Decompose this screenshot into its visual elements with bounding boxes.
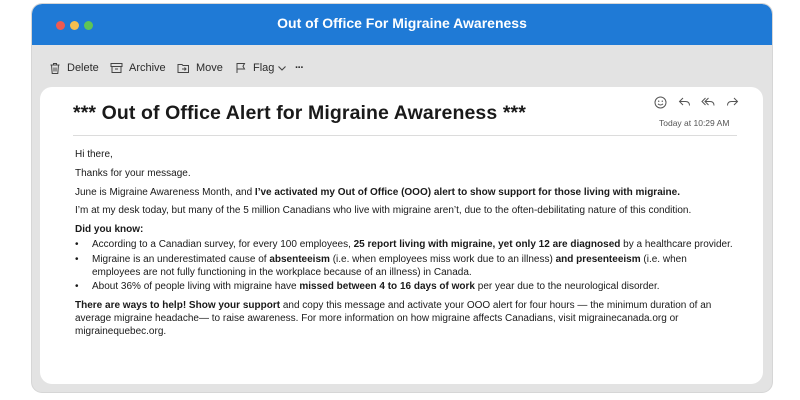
fact-text: About 36% of people living with migraine have [92, 281, 300, 293]
facts-list [75, 239, 735, 294]
chevron-down-icon [277, 64, 287, 72]
bullet: • [75, 253, 79, 265]
emoji-icon[interactable] [652, 94, 668, 110]
fact-bold: missed between 4 to 16 days of work [299, 281, 475, 293]
archive-label: Archive [129, 62, 166, 74]
message-actions [652, 94, 740, 110]
window-title: Out of Office For Migraine Awareness [277, 15, 527, 31]
delete-label: Delete [67, 62, 99, 74]
fact-bold: absenteeism [269, 253, 330, 265]
flag-button[interactable] [235, 60, 274, 76]
list-item [75, 281, 735, 294]
archive-icon [110, 62, 123, 74]
bullet: • [75, 238, 79, 250]
flag-label: Flag [253, 62, 275, 74]
flag-icon [235, 62, 247, 74]
title-bar [32, 4, 772, 45]
thanks-line: Thanks for your message. [75, 167, 191, 179]
trash-icon [49, 62, 61, 75]
did-you-know-heading: Did you know: [75, 224, 144, 236]
list-item [75, 254, 735, 280]
move-icon [177, 62, 190, 74]
closing-text: and copy this message and activate your OOO alert for four hours — the minimum duration of an average migraine headache— to raise awareness. For more information on how migraine affects Canadians, visit migrainecanada.org or migrainequebec.org. [75, 300, 712, 337]
fact-text: per year due to the neurological disorder. [474, 281, 660, 293]
move-label: Move [196, 62, 223, 74]
fact-text: According to a Canadian survey, for every 100 employees, [92, 238, 354, 250]
closing-bold: There are ways to help! Show your support [75, 300, 281, 312]
reply-all-icon[interactable] [700, 94, 716, 110]
paragraph-awareness-text: June is Migraine Awareness Month, and [75, 186, 255, 198]
move-button[interactable] [177, 60, 223, 76]
closing-paragraph [75, 300, 735, 338]
paragraph-desk: I’m at my desk today, but many of the 5 million Canadians who live with migraine aren’t, due to the often-debilitating nature of this condition. [75, 205, 692, 217]
delete-button[interactable] [49, 60, 99, 76]
fact-text: (i.e. when employees miss work due to an illness) [329, 253, 556, 265]
flag-options-dropdown[interactable] [277, 60, 293, 76]
greeting: Hi there, [75, 149, 113, 160]
email-body [75, 149, 735, 345]
mail-window [32, 4, 772, 392]
toolbar [32, 45, 772, 87]
more-icon[interactable]: ··· [295, 62, 303, 74]
paragraph-awareness-bold: I’ve activated my Out of Office (OOO) alert to show support for those living with migraine. [254, 186, 680, 198]
fact-text: by a healthcare provider. [620, 238, 733, 250]
fact-bold: 25 report living with migraine, yet only 12 are diagnosed [353, 238, 621, 250]
fact-bold: and presenteeism [555, 253, 641, 265]
message-pane [40, 87, 763, 384]
forward-icon[interactable] [724, 94, 740, 110]
archive-button[interactable] [110, 60, 166, 76]
header-divider [73, 135, 737, 136]
reply-icon[interactable] [676, 94, 692, 110]
email-subject: *** Out of Office Alert for Migraine Awareness *** [73, 102, 526, 124]
paragraph-awareness [75, 187, 735, 200]
bullet: • [75, 281, 79, 293]
fact-text: Migraine is an underestimated cause of [92, 253, 270, 265]
fact-text: (i.e. when employees are not fully functioning in the workplace because of an illness) in Canada. [92, 253, 687, 278]
list-item [75, 239, 735, 252]
email-timestamp: Today at 10:29 AM [659, 118, 730, 128]
